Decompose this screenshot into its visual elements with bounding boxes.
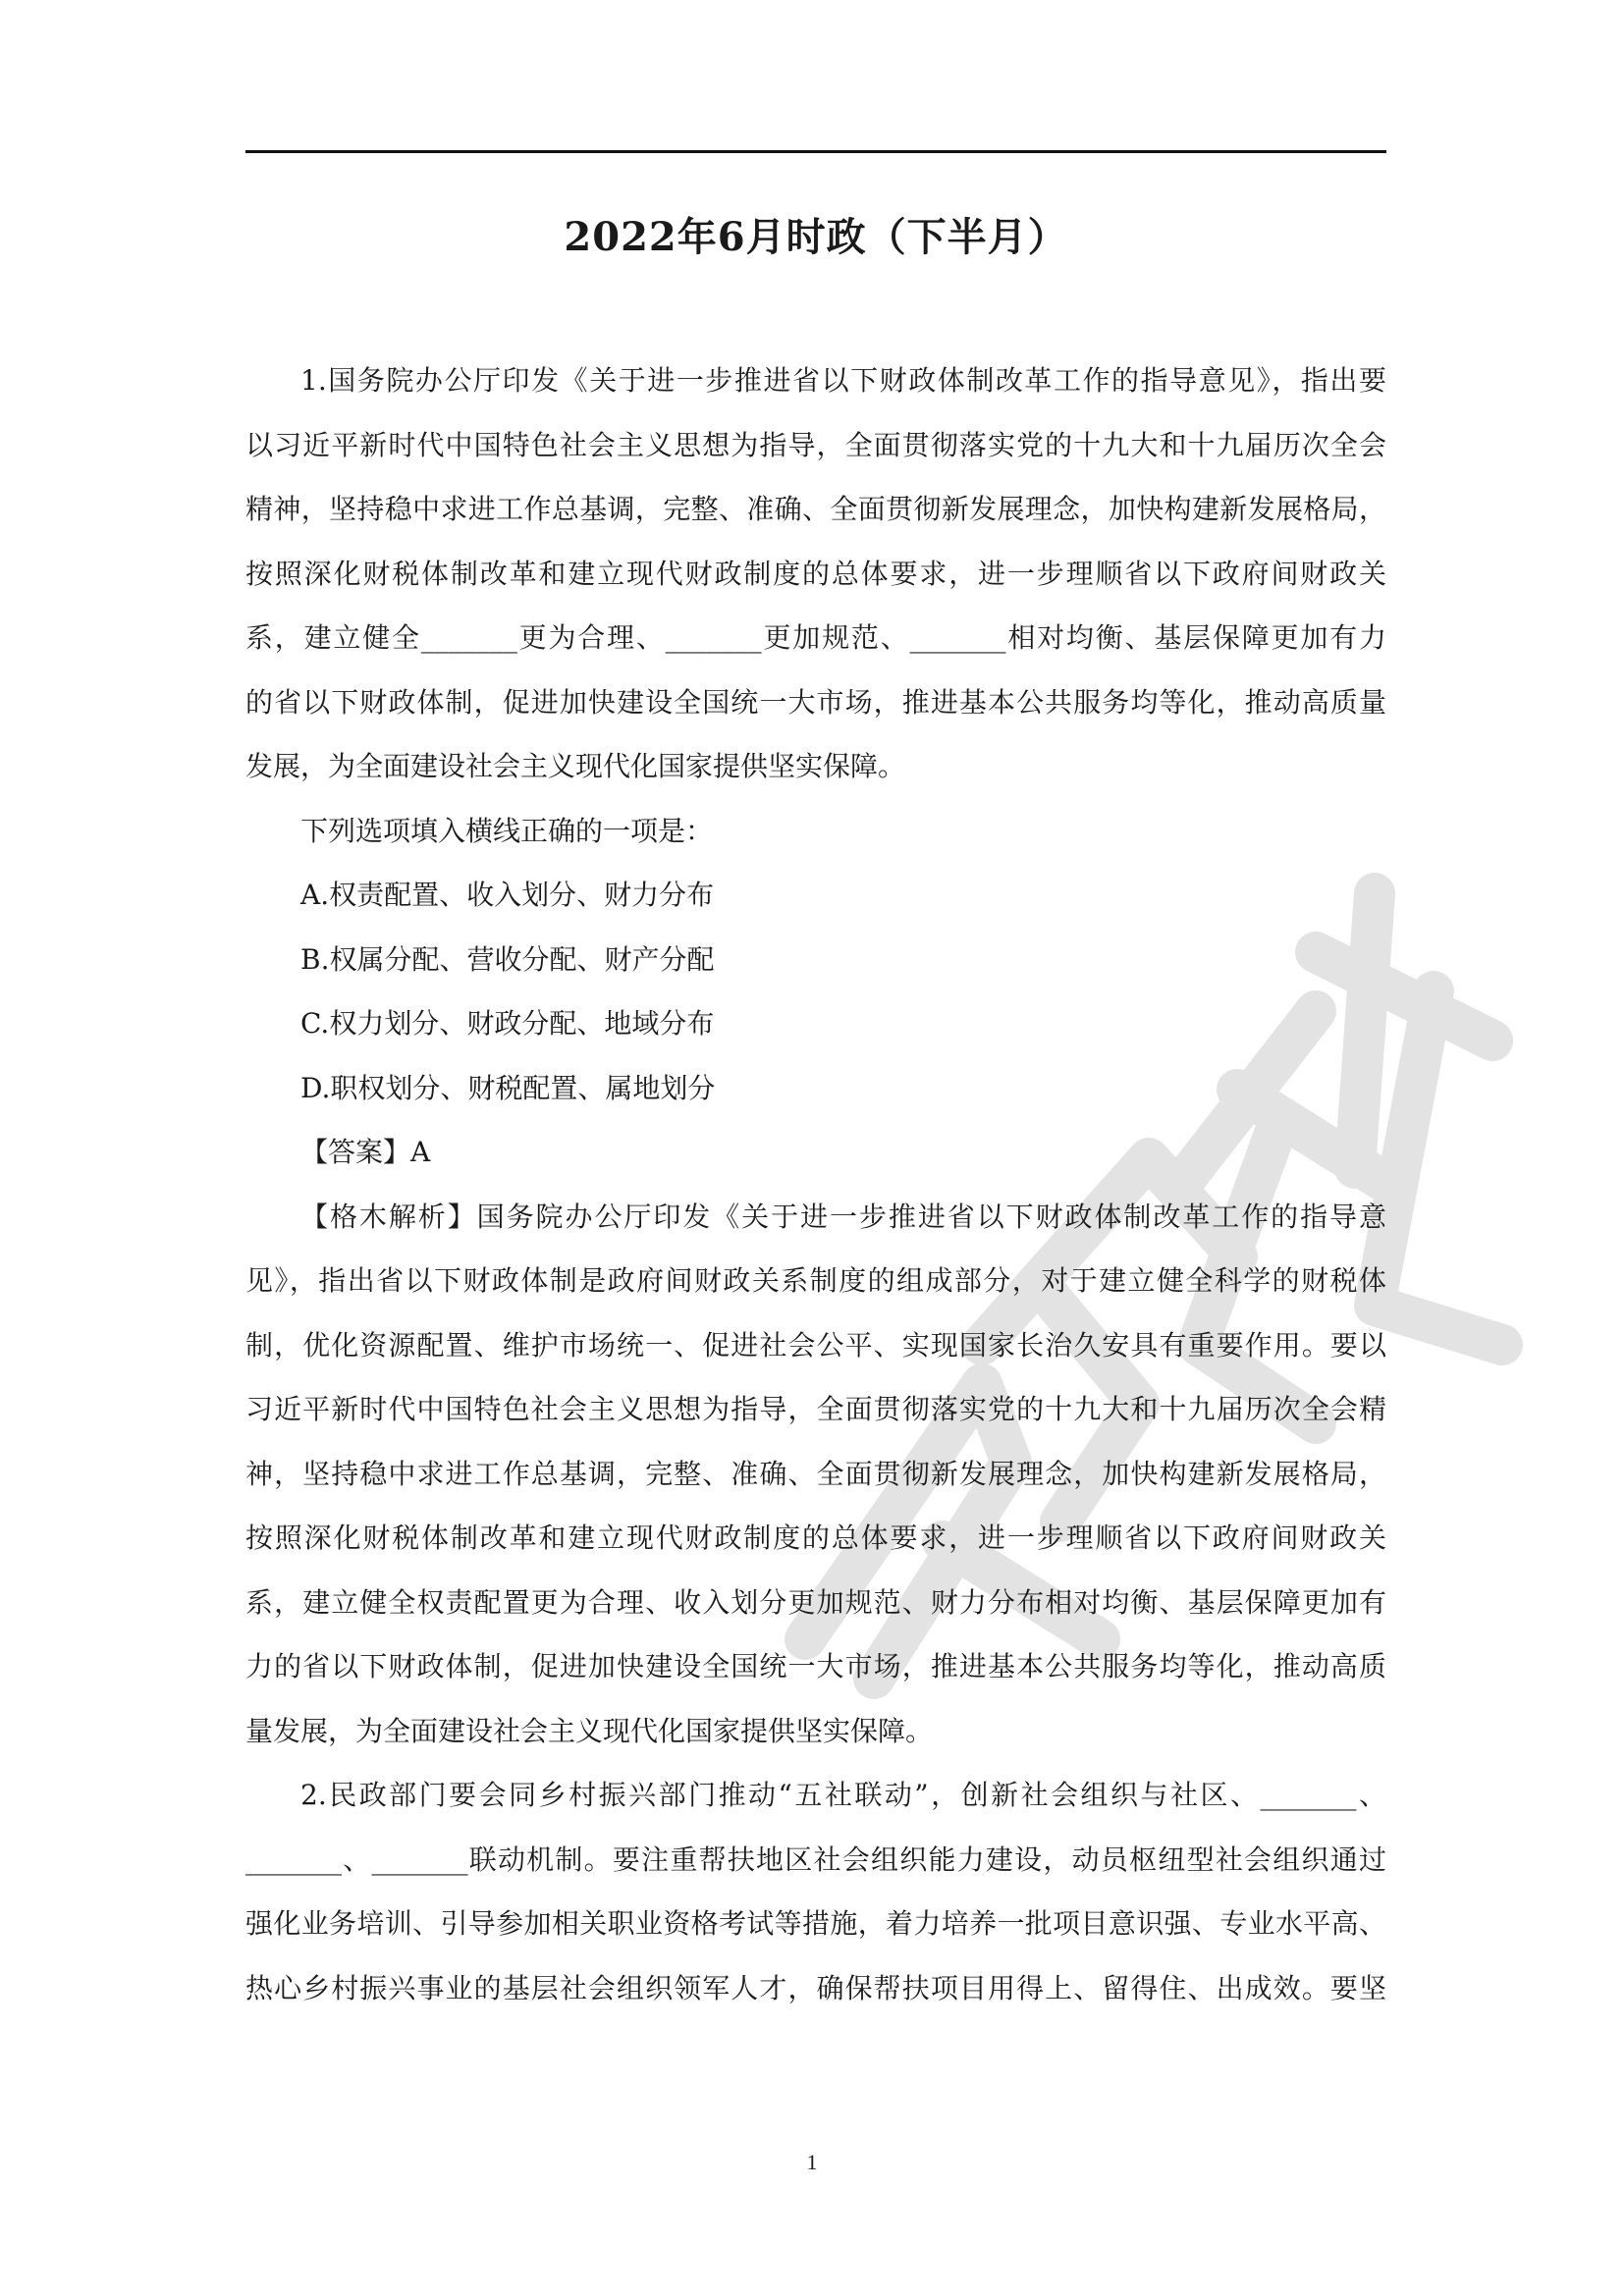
text-line: 【答案】A [300, 1136, 431, 1168]
text-line: 强化业务培训、引导参加相关职业资格考试等措施，着力培养一批项目意识强、专业水平高、 [245, 1907, 1386, 1940]
document-body [245, 348, 1386, 2020]
text-line: A.权责配置、收入划分、财力分布 [300, 879, 715, 911]
text-line: 见》，指出省以下财政体制是政府间财政关系制度的组成部分，对于建立健全科学的财税体 [245, 1264, 1386, 1297]
text-line: 热心乡村振兴事业的基层社会组织领军人才，确保帮扶项目用得上、留得住、出成效。要坚 [245, 1971, 1386, 2004]
text-line: B.权属分配、营收分配、财产分配 [300, 942, 715, 976]
text-line: 按照深化财税体制改革和建立现代财政制度的总体要求，进一步理顺省以下政府间财政关 [245, 1522, 1386, 1554]
text-line: 发展，为全面建设社会主义现代化国家提供坚实保障。 [245, 750, 906, 782]
text-line: 2.民政部门要会同乡村振兴部门推动“五社联动”，创新社会组织与社区、_______、 [300, 1779, 1386, 1811]
text-line: _______、_______联动机制。要注重帮扶地区社会组织能力建设，动员枢纽型社会组织通过 [245, 1842, 1386, 1876]
text-line: C.权力划分、财政分配、地域分布 [300, 1007, 715, 1040]
text-line: 1.国务院办公厅印发《关于进一步推进省以下财政体制改革工作的指导意见》，指出要 [300, 364, 1386, 397]
text-line: 【格木解析】国务院办公厅印发《关于进一步推进省以下财政体制改革工作的指导意 [300, 1200, 1386, 1233]
text-line: 按照深化财税体制改革和建立现代财政制度的总体要求，进一步理顺省以下政府间财政关 [245, 557, 1386, 590]
text-line: 量发展，为全面建设社会主义现代化国家提供坚实保障。 [245, 1714, 934, 1747]
text-line: 神，坚持稳中求进工作总基调，完整、准确、全面贯彻新发展理念，加快构建新发展格局， [245, 1457, 1386, 1490]
text-line: 系，建立健全权责配置更为合理、收入划分更加规范、财力分布相对均衡、基层保障更加有 [245, 1585, 1386, 1619]
text-line: 系，建立健全_______更为合理、_______更加规范、_______相对均衡、基层保障更加有力 [245, 621, 1386, 654]
page-number: 1 [806, 2150, 818, 2174]
text-line: D.职权划分、财税配置、属地划分 [300, 1071, 716, 1104]
text-line: 精神，坚持稳中求进工作总基调，完整、准确、全面贯彻新发展理念，加快构建新发展格局， [245, 493, 1386, 525]
document-title: 2022年6月时政（下半月） [564, 214, 1068, 260]
text-line: 的省以下财政体制，促进加快建设全国统一大市场，推进基本公共服务均等化，推动高质量 [245, 685, 1386, 719]
text-line: 力的省以下财政体制，促进加快建设全国统一大市场，推进基本公共服务均等化，推动高质 [245, 1650, 1386, 1682]
text-line: 下列选项填入横线正确的一项是： [300, 814, 714, 847]
text-line: 习近平新时代中国特色社会主义思想为指导，全面贯彻落实党的十九大和十九届历次全会精 [245, 1393, 1386, 1425]
text-line: 制，优化资源配置、维护市场统一、促进社会公平、实现国家长治久安具有重要作用。要以 [245, 1328, 1386, 1362]
header-rule [245, 150, 1386, 153]
text-line: 以习近平新时代中国特色社会主义思想为指导，全面贯彻落实党的十九大和十九届历次全会 [245, 428, 1386, 461]
